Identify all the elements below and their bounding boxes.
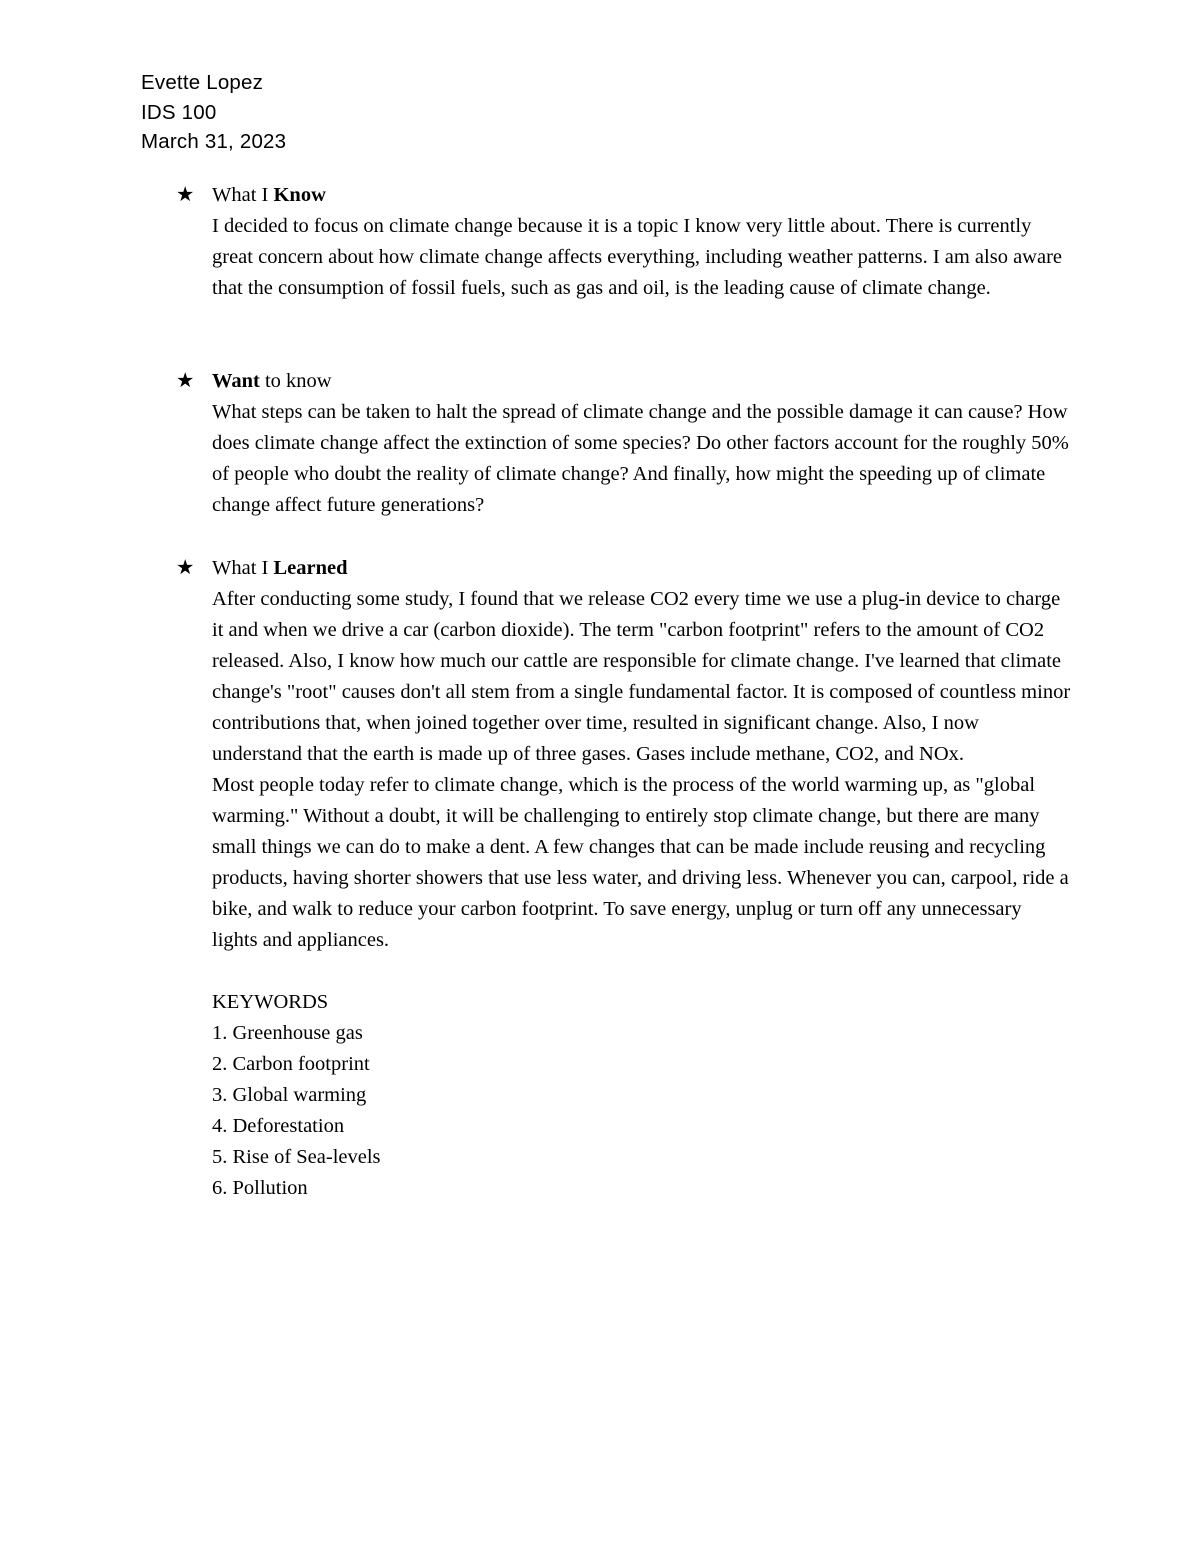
section-know-heading: What I Know <box>212 184 326 206</box>
keyword-item: 6. Pollution <box>212 1177 308 1199</box>
star-bullet-icon: ★ <box>176 184 195 206</box>
section-want-heading: Want to know <box>212 370 332 392</box>
star-bullet-icon: ★ <box>176 370 195 392</box>
section-learned-heading: What I Learned <box>212 557 348 579</box>
section-know-paragraph: I decided to focus on climate change because it is a topic I know very little about. There is currently great concern about how climate change affects everything, including weather patterns. I am also aware that the consumption of fossil fuels, such as gas and oil, is the leading cause of climate change. <box>212 215 1063 299</box>
author-name: Evette Lopez <box>141 71 264 94</box>
keyword-item: 4. Deforestation <box>212 1115 345 1137</box>
keywords-list <box>212 987 1072 1204</box>
document-header <box>141 68 286 157</box>
section-learned-paragraph-1: After conducting some study, I found that we release CO2 every time we use a plug-in device to charge it and when we drive a car (carbon dioxide). The term "carbon footprint" refers to the amount of CO2 released. Also, I know how much our cattle are responsible for climate change. I've learned that climate change's "root" causes don't all stem from a single fundamental factor. It is composed of countless minor contributions that, when joined together over time, resulted in significant change. Also, I now understand that the earth is made up of three gases. Gases include methane, CO2, and NOx. <box>212 588 1071 765</box>
keyword-item: 1. Greenhouse gas <box>212 1022 363 1044</box>
course-code: IDS 100 <box>141 100 217 124</box>
keyword-item: 3. Global warming <box>212 1084 367 1106</box>
keyword-item: 2. Carbon footprint <box>212 1053 370 1075</box>
document-date: March 31, 2023 <box>141 130 287 153</box>
section-learned-paragraph-2: Most people today refer to climate change, which is the process of the world warming up, as "global warming." Without a doubt, it will be challenging to entirely stop climate change, but there are many small things we can do to make a dent. A few changes that can be made include reusing and recycling products, having shorter showers that use less water, and driving less. Whenever you can, carpool, ride a bike, and walk to reduce your carbon footprint. To save energy, unplug or turn off any unnecessary lights and appliances. <box>212 774 1069 951</box>
section-want-paragraph: What steps can be taken to halt the spread of climate change and the possible damage it can cause? How does climate change affect the extinction of some species? Do other factors account for the roughly 50% of people who doubt the reality of climate change? And finally, how might the speeding up of climate change affect future generations? <box>212 401 1069 516</box>
keywords-title: KEYWORDS <box>212 991 329 1013</box>
keyword-item: 5. Rise of Sea-levels <box>212 1146 381 1168</box>
star-bullet-icon: ★ <box>176 557 195 579</box>
